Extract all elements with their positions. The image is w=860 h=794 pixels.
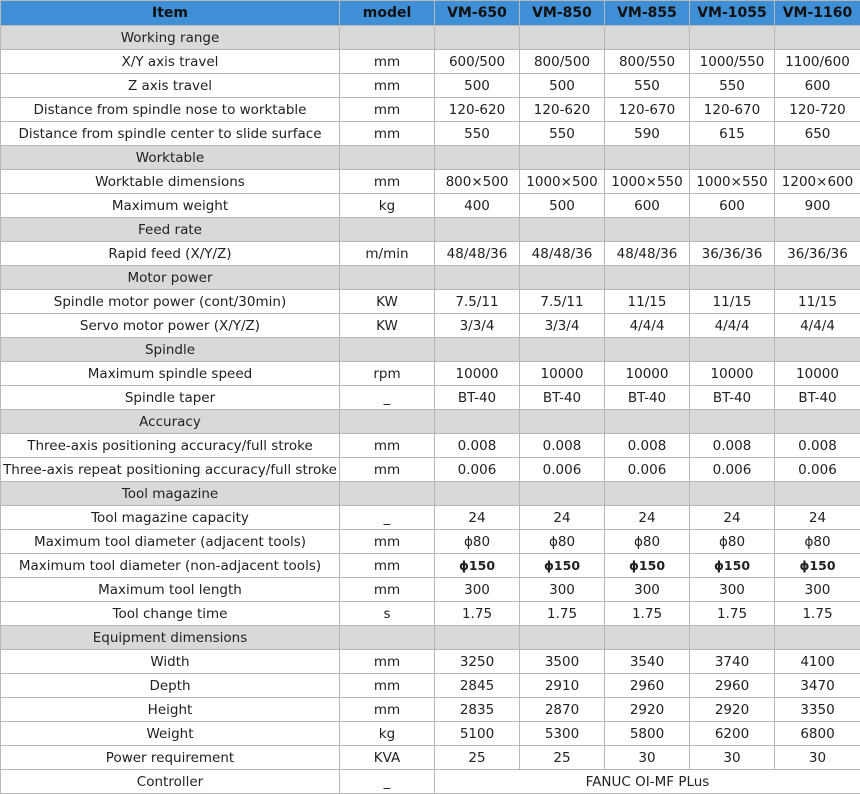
table-row	[1, 98, 860, 122]
row-value: 30	[605, 746, 690, 770]
row-value: ϕ80	[605, 530, 690, 554]
row-value: 300	[775, 578, 860, 602]
section-empty-cell	[690, 626, 775, 650]
table-row	[1, 194, 860, 218]
row-value: 0.008	[435, 434, 520, 458]
table-row	[1, 362, 860, 386]
section-empty-cell	[775, 338, 860, 362]
controller-value: FANUC OI-MF PLus	[435, 770, 860, 794]
section-empty-cell	[435, 626, 520, 650]
row-unit: mm	[340, 170, 435, 194]
section-title: Tool magazine	[1, 482, 340, 506]
row-value: 590	[605, 122, 690, 146]
section-empty-cell	[435, 410, 520, 434]
controller-unit: _	[340, 770, 435, 794]
spec-body	[1, 26, 860, 794]
row-unit: s	[340, 602, 435, 626]
section-empty-cell	[340, 26, 435, 50]
row-unit: mm	[340, 434, 435, 458]
row-unit: m/min	[340, 242, 435, 266]
row-value: 0.006	[520, 458, 605, 482]
section-empty-cell	[340, 410, 435, 434]
row-unit: kg	[340, 194, 435, 218]
row-value: 36/36/36	[775, 242, 860, 266]
row-value: 3/3/4	[435, 314, 520, 338]
table-row	[1, 50, 860, 74]
row-label: Tool magazine capacity	[1, 506, 340, 530]
row-label: Three-axis positioning accuracy/full stroke	[1, 434, 340, 458]
table-row	[1, 122, 860, 146]
section-empty-cell	[775, 218, 860, 242]
row-value: ϕ80	[775, 530, 860, 554]
row-value: 1000×500	[520, 170, 605, 194]
row-value: 0.006	[690, 458, 775, 482]
section-empty-cell	[775, 482, 860, 506]
row-value: 7.5/11	[520, 290, 605, 314]
row-label: Depth	[1, 674, 340, 698]
section-empty-cell	[435, 218, 520, 242]
row-value: 30	[690, 746, 775, 770]
header-model-vm-1055: VM-1055	[690, 1, 775, 26]
row-unit: KVA	[340, 746, 435, 770]
row-value: 5300	[520, 722, 605, 746]
row-unit: mm	[340, 74, 435, 98]
row-value: 48/48/36	[435, 242, 520, 266]
section-row	[1, 482, 860, 506]
row-value: 2920	[605, 698, 690, 722]
section-empty-cell	[775, 26, 860, 50]
row-value: 1000/550	[690, 50, 775, 74]
row-value: 1200×600	[775, 170, 860, 194]
table-row	[1, 530, 860, 554]
row-value: ϕ80	[520, 530, 605, 554]
row-value: 4/4/4	[605, 314, 690, 338]
section-empty-cell	[340, 218, 435, 242]
table-row	[1, 242, 860, 266]
row-value: 0.006	[435, 458, 520, 482]
row-value: 120-670	[690, 98, 775, 122]
row-value: 24	[605, 506, 690, 530]
section-empty-cell	[605, 626, 690, 650]
row-label: Maximum weight	[1, 194, 340, 218]
row-value: 550	[690, 74, 775, 98]
row-unit: rpm	[340, 362, 435, 386]
row-value: 0.006	[605, 458, 690, 482]
table-row	[1, 434, 860, 458]
header-model-vm-855: VM-855	[605, 1, 690, 26]
row-value: 1.75	[605, 602, 690, 626]
row-unit: mm	[340, 578, 435, 602]
row-label: Maximum tool length	[1, 578, 340, 602]
row-unit: KW	[340, 314, 435, 338]
section-empty-cell	[435, 146, 520, 170]
row-value: 1.75	[435, 602, 520, 626]
row-value: 3250	[435, 650, 520, 674]
row-value: 11/15	[775, 290, 860, 314]
section-title: Worktable	[1, 146, 340, 170]
row-value: ϕ150	[775, 554, 860, 578]
section-empty-cell	[775, 626, 860, 650]
section-empty-cell	[605, 338, 690, 362]
section-empty-cell	[605, 146, 690, 170]
row-label: Weight	[1, 722, 340, 746]
section-empty-cell	[690, 482, 775, 506]
row-value: 4100	[775, 650, 860, 674]
section-empty-cell	[340, 266, 435, 290]
row-label: Spindle taper	[1, 386, 340, 410]
section-row	[1, 338, 860, 362]
row-value: 2835	[435, 698, 520, 722]
row-value: 2910	[520, 674, 605, 698]
row-unit: mm	[340, 98, 435, 122]
row-value: BT-40	[520, 386, 605, 410]
section-title: Motor power	[1, 266, 340, 290]
row-value: 550	[605, 74, 690, 98]
row-label: Power requirement	[1, 746, 340, 770]
section-empty-cell	[690, 410, 775, 434]
row-value: 2870	[520, 698, 605, 722]
table-row	[1, 602, 860, 626]
section-empty-cell	[340, 146, 435, 170]
section-title: Spindle	[1, 338, 340, 362]
row-value: 0.008	[690, 434, 775, 458]
row-value: 900	[775, 194, 860, 218]
section-empty-cell	[340, 626, 435, 650]
row-value: 600	[605, 194, 690, 218]
row-value: 600/500	[435, 50, 520, 74]
section-empty-cell	[690, 26, 775, 50]
row-value: 1000×550	[605, 170, 690, 194]
row-value: 615	[690, 122, 775, 146]
section-empty-cell	[605, 410, 690, 434]
row-value: 48/48/36	[520, 242, 605, 266]
row-value: 24	[690, 506, 775, 530]
row-unit: mm	[340, 554, 435, 578]
row-value: 3540	[605, 650, 690, 674]
row-value: 25	[520, 746, 605, 770]
row-label: Servo motor power (X/Y/Z)	[1, 314, 340, 338]
table-row	[1, 674, 860, 698]
section-title: Accuracy	[1, 410, 340, 434]
section-empty-cell	[605, 482, 690, 506]
section-empty-cell	[520, 218, 605, 242]
row-value: BT-40	[690, 386, 775, 410]
row-value: 500	[520, 194, 605, 218]
row-value: 10000	[520, 362, 605, 386]
row-value: 7.5/11	[435, 290, 520, 314]
section-empty-cell	[775, 266, 860, 290]
row-value: 600	[690, 194, 775, 218]
row-value: 5100	[435, 722, 520, 746]
row-value: ϕ80	[435, 530, 520, 554]
row-value: ϕ80	[690, 530, 775, 554]
row-value: 10000	[690, 362, 775, 386]
row-value: 3740	[690, 650, 775, 674]
section-row	[1, 410, 860, 434]
row-value: 2920	[690, 698, 775, 722]
section-empty-cell	[520, 482, 605, 506]
row-value: 11/15	[690, 290, 775, 314]
row-label: Spindle motor power (cont/30min)	[1, 290, 340, 314]
row-value: 2845	[435, 674, 520, 698]
section-empty-cell	[690, 146, 775, 170]
row-value: 10000	[605, 362, 690, 386]
row-value: 10000	[435, 362, 520, 386]
row-unit: mm	[340, 458, 435, 482]
section-row	[1, 626, 860, 650]
section-empty-cell	[775, 146, 860, 170]
row-label: Tool change time	[1, 602, 340, 626]
controller-row	[1, 770, 860, 794]
row-value: 650	[775, 122, 860, 146]
row-value: 4/4/4	[775, 314, 860, 338]
table-row	[1, 170, 860, 194]
row-label: Rapid feed (X/Y/Z)	[1, 242, 340, 266]
section-title: Working range	[1, 26, 340, 50]
row-value: 0.006	[775, 458, 860, 482]
row-label: Maximum tool diameter (adjacent tools)	[1, 530, 340, 554]
section-empty-cell	[690, 266, 775, 290]
table-row	[1, 698, 860, 722]
row-value: 36/36/36	[690, 242, 775, 266]
row-value: 1100/600	[775, 50, 860, 74]
section-row	[1, 26, 860, 50]
section-empty-cell	[605, 266, 690, 290]
table-row	[1, 746, 860, 770]
section-row	[1, 146, 860, 170]
row-value: 1.75	[690, 602, 775, 626]
row-label: Z axis travel	[1, 74, 340, 98]
section-empty-cell	[435, 266, 520, 290]
row-value: 3500	[520, 650, 605, 674]
row-label: Height	[1, 698, 340, 722]
section-row	[1, 218, 860, 242]
row-value: 3350	[775, 698, 860, 722]
row-value: 24	[435, 506, 520, 530]
row-value: 2960	[605, 674, 690, 698]
row-value: 48/48/36	[605, 242, 690, 266]
section-empty-cell	[520, 26, 605, 50]
row-value: BT-40	[435, 386, 520, 410]
row-unit: mm	[340, 122, 435, 146]
section-title: Equipment dimensions	[1, 626, 340, 650]
table-row	[1, 458, 860, 482]
row-value: 1.75	[520, 602, 605, 626]
section-empty-cell	[520, 266, 605, 290]
section-empty-cell	[520, 146, 605, 170]
row-value: 0.008	[520, 434, 605, 458]
section-empty-cell	[340, 338, 435, 362]
section-empty-cell	[775, 410, 860, 434]
row-label: Three-axis repeat positioning accuracy/full stroke	[1, 458, 340, 482]
row-value: 500	[520, 74, 605, 98]
header-model-vm-650: VM-650	[435, 1, 520, 26]
row-value: BT-40	[775, 386, 860, 410]
row-unit: mm	[340, 674, 435, 698]
row-value: 120-620	[520, 98, 605, 122]
section-empty-cell	[690, 218, 775, 242]
table-row	[1, 314, 860, 338]
section-empty-cell	[435, 338, 520, 362]
row-label: Width	[1, 650, 340, 674]
row-value: 24	[520, 506, 605, 530]
row-unit: _	[340, 506, 435, 530]
section-empty-cell	[520, 626, 605, 650]
row-value: 300	[690, 578, 775, 602]
row-value: 500	[435, 74, 520, 98]
row-value: 120-620	[435, 98, 520, 122]
row-unit: mm	[340, 650, 435, 674]
controller-label: Controller	[1, 770, 340, 794]
section-row	[1, 266, 860, 290]
row-value: 800/500	[520, 50, 605, 74]
row-value: 2960	[690, 674, 775, 698]
table-row	[1, 290, 860, 314]
section-empty-cell	[435, 482, 520, 506]
table-row	[1, 650, 860, 674]
row-label: Maximum tool diameter (non-adjacent tools)	[1, 554, 340, 578]
row-label: X/Y axis travel	[1, 50, 340, 74]
row-value: 24	[775, 506, 860, 530]
row-label: Worktable dimensions	[1, 170, 340, 194]
row-unit: KW	[340, 290, 435, 314]
row-value: 11/15	[605, 290, 690, 314]
row-value: 600	[775, 74, 860, 98]
section-empty-cell	[605, 26, 690, 50]
header-row	[1, 1, 860, 26]
row-value: 25	[435, 746, 520, 770]
row-value: ϕ150	[605, 554, 690, 578]
row-value: BT-40	[605, 386, 690, 410]
row-value: 1.75	[775, 602, 860, 626]
section-empty-cell	[435, 26, 520, 50]
header-item: Item	[1, 1, 340, 26]
row-value: 3/3/4	[520, 314, 605, 338]
section-empty-cell	[690, 338, 775, 362]
row-unit: mm	[340, 530, 435, 554]
row-label: Distance from spindle center to slide surface	[1, 122, 340, 146]
table-row	[1, 386, 860, 410]
section-empty-cell	[520, 338, 605, 362]
row-value: 0.008	[775, 434, 860, 458]
row-value: 300	[520, 578, 605, 602]
row-value: 6800	[775, 722, 860, 746]
row-value: 800×500	[435, 170, 520, 194]
header-model: model	[340, 1, 435, 26]
section-empty-cell	[340, 482, 435, 506]
row-unit: _	[340, 386, 435, 410]
row-unit: kg	[340, 722, 435, 746]
row-value: 10000	[775, 362, 860, 386]
table-row	[1, 554, 860, 578]
table-row	[1, 74, 860, 98]
row-value: 120-720	[775, 98, 860, 122]
row-value: 5800	[605, 722, 690, 746]
row-value: ϕ150	[690, 554, 775, 578]
header-model-vm-1160: VM-1160	[775, 1, 860, 26]
row-value: 6200	[690, 722, 775, 746]
row-unit: mm	[340, 50, 435, 74]
row-value: 300	[605, 578, 690, 602]
row-value: 30	[775, 746, 860, 770]
row-value: 300	[435, 578, 520, 602]
row-value: 120-670	[605, 98, 690, 122]
section-title: Feed rate	[1, 218, 340, 242]
table-row	[1, 506, 860, 530]
row-unit: mm	[340, 698, 435, 722]
row-label: Maximum spindle speed	[1, 362, 340, 386]
row-value: 800/550	[605, 50, 690, 74]
row-value: 4/4/4	[690, 314, 775, 338]
table-row	[1, 722, 860, 746]
row-value: 0.008	[605, 434, 690, 458]
row-label: Distance from spindle nose to worktable	[1, 98, 340, 122]
row-value: 3470	[775, 674, 860, 698]
row-value: ϕ150	[520, 554, 605, 578]
section-empty-cell	[605, 218, 690, 242]
row-value: ϕ150	[435, 554, 520, 578]
row-value: 550	[435, 122, 520, 146]
row-value: 1000×550	[690, 170, 775, 194]
table-row	[1, 578, 860, 602]
section-empty-cell	[520, 410, 605, 434]
row-value: 400	[435, 194, 520, 218]
row-value: 550	[520, 122, 605, 146]
header-model-vm-850: VM-850	[520, 1, 605, 26]
